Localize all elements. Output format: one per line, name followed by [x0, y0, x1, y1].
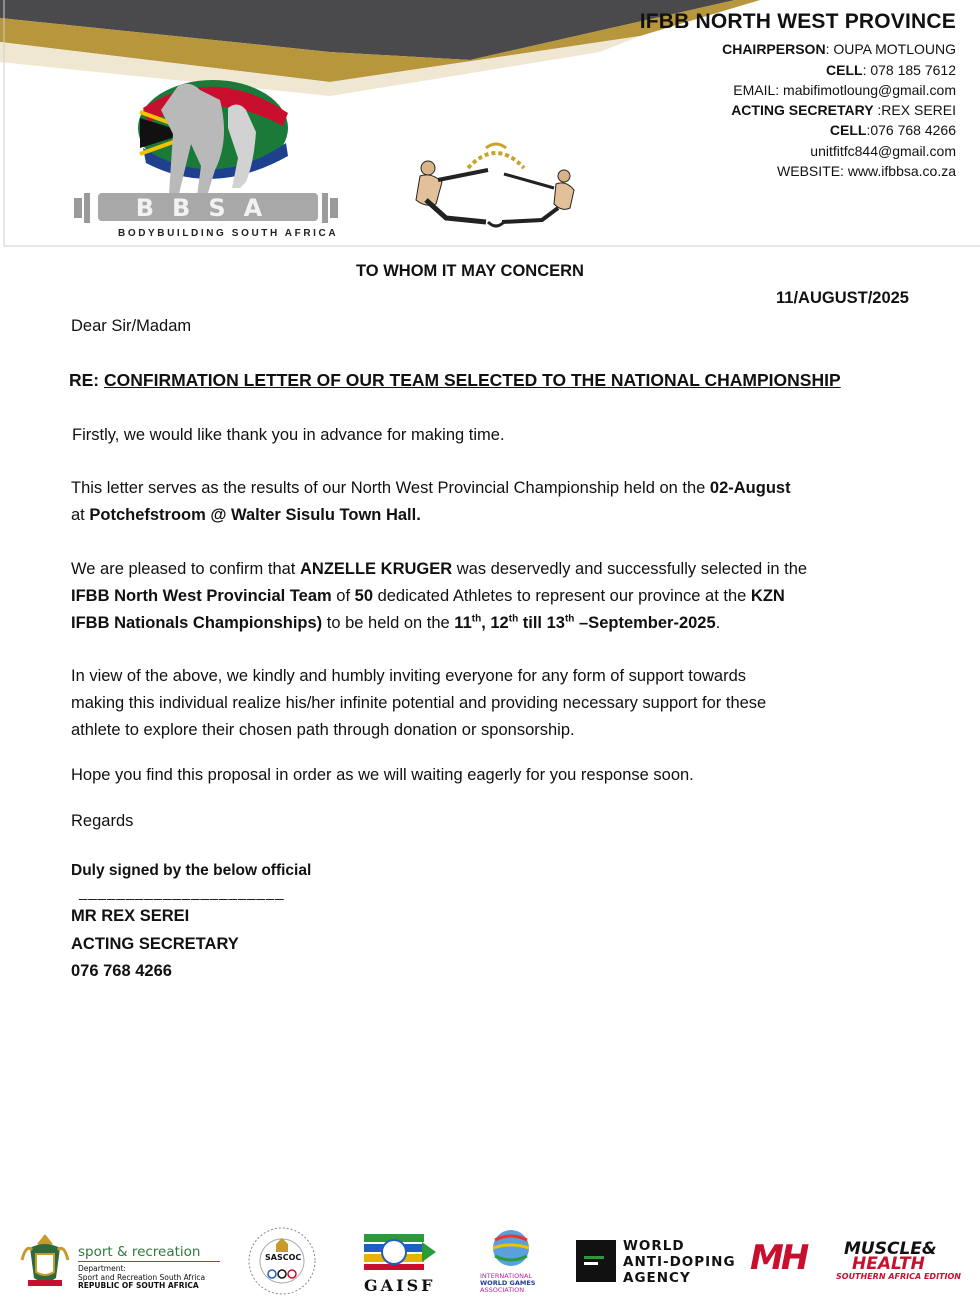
bbsa-logo — [68, 78, 350, 228]
event-dates — [454, 614, 715, 632]
organisation-name: IFBB NORTH WEST PROVINCE — [639, 10, 956, 33]
gaisf-arrows-icon — [360, 1230, 438, 1272]
mh-line-3: SOUTHERN AFRICA EDITION — [836, 1272, 961, 1281]
sport-dept-label: Department: — [78, 1264, 126, 1273]
secretary-value: :REX SEREI — [873, 102, 956, 118]
support-line-3: athlete to explore their chosen path through donation or sponsorship. — [71, 721, 575, 739]
coat-of-arms-icon — [16, 1230, 74, 1290]
iwga-line-3: ASSOCIATION — [480, 1286, 525, 1294]
mh-monogram-icon: MH — [750, 1238, 807, 1278]
sport-recreation-logo — [16, 1230, 226, 1292]
wada-line-3: AGENCY — [623, 1270, 691, 1286]
selection-text-g: dedicated Athletes to represent our province at the — [373, 587, 751, 605]
ifbb-emblem — [398, 138, 594, 234]
results-date: 02-August — [709, 479, 791, 497]
secretary-cell-value: :076 768 4266 — [866, 122, 956, 138]
wada-logo — [574, 1238, 736, 1290]
iwga-logo — [480, 1226, 542, 1296]
secretary-line — [731, 102, 956, 118]
sport-title: sport & recreation — [78, 1244, 201, 1260]
secretary-cell-label: CELL — [829, 122, 867, 138]
mh-line-2: HEALTH — [852, 1254, 925, 1274]
sport-country: REPUBLIC OF SOUTH AFRICA — [78, 1281, 199, 1290]
mh-line-1: MUSCLE& — [844, 1239, 937, 1259]
athlete-name: ANZELLE KRUGER — [299, 560, 453, 578]
letter-heading: TO WHOM IT MAY CONCERN — [356, 262, 584, 280]
results-venue: Potchefstroom @ Walter Sisulu Town Hall. — [89, 506, 421, 524]
signer-phone: 076 768 4266 — [71, 962, 172, 980]
re-prefix: RE: — [69, 370, 100, 390]
ifbb-athletes-icon — [398, 138, 594, 234]
iwga-line-2: WORLD GAMES — [480, 1279, 536, 1287]
date-month: –September-2025 — [574, 614, 716, 632]
secretary-cell-line — [830, 122, 956, 138]
results-text-at: at — [71, 506, 90, 524]
letter-date: 11/AUGUST/2025 — [776, 289, 909, 307]
paragraph-selection — [71, 556, 871, 637]
sascoc-logo — [238, 1226, 326, 1296]
gaisf-text: GAISF — [364, 1276, 436, 1295]
date-day-2: , 12 — [481, 614, 509, 632]
wada-line-1: WORLD — [623, 1238, 685, 1254]
results-text-a: This letter serves as the results of our North West Provincial Championship held on the — [71, 479, 710, 497]
team-name: IFBB North West Provincial Team — [71, 587, 332, 605]
muscle-health-logo — [750, 1238, 966, 1288]
selection-text-c: was deservedly and successfully selected in the — [452, 560, 808, 578]
paragraph-results — [71, 475, 871, 529]
signer-title: ACTING SECRETARY — [71, 935, 239, 953]
date-day-3: till 13 — [518, 614, 565, 632]
date-day-1: 11 — [454, 614, 472, 632]
salutation: Dear Sir/Madam — [71, 317, 192, 335]
paragraph-support — [71, 663, 871, 744]
date-suffix-2: th — [508, 613, 519, 625]
website: WEBSITE: www.ifbbsa.co.za — [777, 163, 956, 179]
sport-dept-name: Sport and Recreation South Africa — [78, 1273, 206, 1282]
secretary-email: unitfitfc844@gmail.com — [810, 143, 956, 159]
chair-cell-label: CELL — [826, 62, 863, 78]
re-subject: CONFIRMATION LETTER OF OUR TEAM SELECTED TO THE NATIONAL CHAMPIONSHIP — [104, 370, 841, 390]
chairperson-label: CHAIRPERSON — [722, 41, 826, 57]
chairperson-value: : OUPA MOTLOUNG — [825, 41, 956, 57]
support-line-2: making this individual realize his/her infinite potential and providing necessary support for these — [71, 694, 767, 712]
paragraph-closing: Hope you find this proposal in order as we will waiting eagerly for you response soon. — [71, 766, 694, 784]
event-name: IFBB Nationals Championships) — [71, 614, 323, 632]
signer-name: MR REX SEREI — [71, 907, 190, 925]
athlete-count: 50 — [354, 587, 373, 605]
bbsa-flag-icon — [68, 78, 350, 228]
date-suffix-3: th — [564, 613, 575, 625]
selection-period: . — [715, 614, 721, 632]
sascoc-text: SASCOC — [265, 1253, 302, 1262]
signature-line: ______________________ — [79, 884, 285, 901]
re-subject-line — [69, 370, 841, 391]
chair-email: EMAIL: mabifimotloung@gmail.com — [733, 82, 956, 98]
bbsa-tagline: BODYBUILDING SOUTH AFRICA — [118, 228, 339, 239]
iwga-line-1: INTERNATIONAL — [480, 1272, 533, 1280]
sport-divider — [78, 1261, 220, 1262]
paragraph-intro: Firstly, we would like thank you in advance for making time. — [72, 426, 505, 444]
wada-line-2: ANTI-DOPING — [623, 1254, 736, 1270]
selection-text-j: to be held on the — [322, 614, 455, 632]
chair-cell-line — [826, 62, 956, 78]
event-location: KZN — [750, 587, 785, 605]
selection-text-of: of — [331, 587, 355, 605]
regards: Regards — [71, 812, 134, 830]
gaisf-logo — [360, 1230, 438, 1296]
support-line-1: In view of the above, we kindly and humbly inviting everyone for any form of support towards — [71, 667, 747, 685]
wada-square-icon — [574, 1238, 618, 1284]
signed-by-label: Duly signed by the below official — [71, 862, 312, 879]
date-suffix-1: th — [471, 613, 482, 625]
chair-cell-value: : 078 185 7612 — [862, 62, 956, 78]
svg-text:BBSA: BBSA — [135, 194, 281, 222]
secretary-label: ACTING SECRETARY — [731, 102, 874, 118]
iwga-globe-icon — [480, 1226, 542, 1270]
chairperson-line — [722, 41, 956, 57]
selection-text-a: We are pleased to confirm that — [71, 560, 300, 578]
